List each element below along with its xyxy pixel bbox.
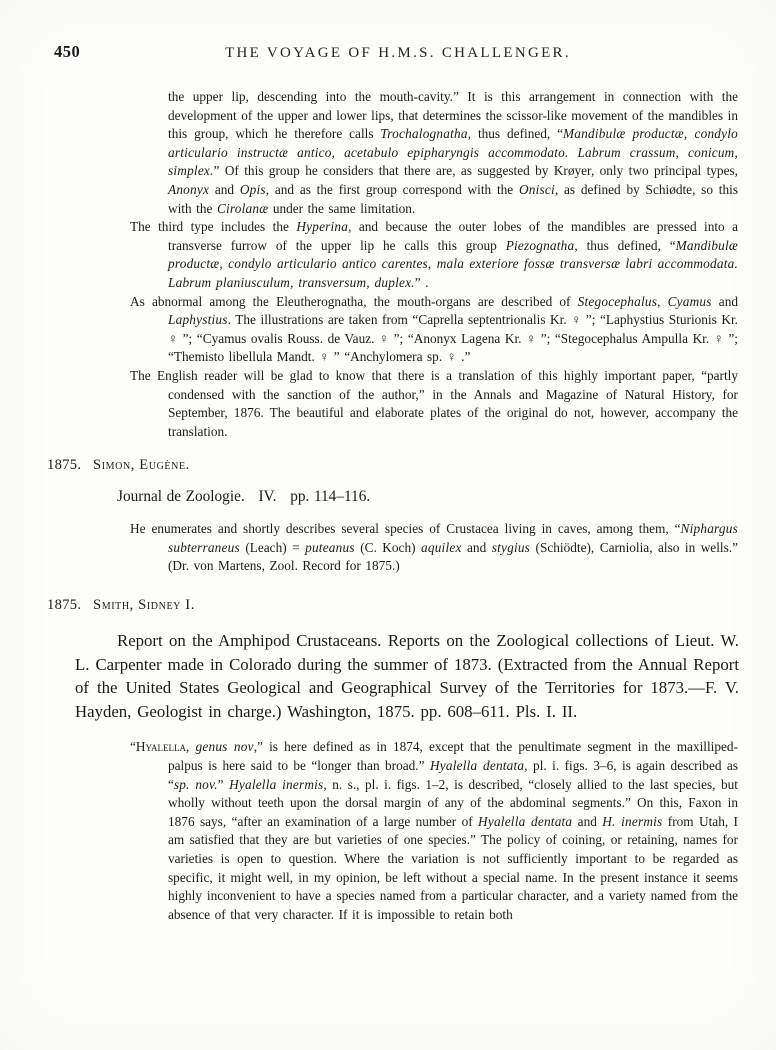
page-number: 450: [54, 42, 81, 61]
bibliography-entry-smith: [0, 597, 776, 924]
entry-author: Smith, Sidney I.: [93, 597, 195, 614]
entry-citation: Report on the Amphipod Crustaceans. Reports on the Zoological collections of Lieut. W. L. Carpenter made in Colorado during the summer of 1873. (Extracted from the Annual Report of the United States Geological and Geographical Survey of the Territories for 1873.—F. V. Hayden, Geologist in charge.) Washington, 1875. pp. 608–611. Pls. I. II.: [75, 631, 739, 721]
annotation-paragraph: the upper lip, descending into the mouth-cavity.” It is this arrangement in connection with the development of the upper and lower lips, that determines the scissor-like movement of the mandibles in this group, which he therefore calls Trochalognatha, thus defined, “Mandibulæ productæ, condylo articulario instructæ antico, acetabulo epipharyngis accommodato. Labrum crassum, conicum, simplex.” Of this group he considers that there are, as suggested by Krøyer, only two principal types, Anonyx and Opis, and as the first group correspond with the Onisci, as defined by Schiødte, so this with the Cirolanæ under the same limitation.: [168, 89, 738, 216]
entry-annotation: [130, 520, 738, 576]
running-header: [0, 0, 776, 64]
annotation-paragraph: The English reader will be glad to know that there is a translation of this highly important paper, “partly condensed with the sanction of the author,” in the Annals and Magazine of Natural History, for September, 1876. The beautiful and elaborate plates of the original do not, however, accompany the translation.: [130, 367, 738, 439]
bibliography-entry-simon: [0, 457, 776, 576]
entry-citation: Journal de Zoologie. IV. pp. 114–116.: [117, 488, 371, 506]
annotation-paragraph: He enumerates and shortly describes several species of Crustacea living in caves, among them, “Niphargus subterraneus (Leach) = puteanus (C. Koch) aquilex and stygius (Schiödte), Carniolia, also in wells.” (Dr. von Martens, Zool. Record for 1875.): [130, 521, 739, 574]
annotation-paragraph: “Hyalella, genus nov,” is here defined as in 1874, except that the penultimate segment in the maxilliped-palpus is here said to be “longer than broad.” Hyalella dentata, pl. i. figs. 3–6, is again described as “sp. nov.” Hyalella inermis, n. s., pl. i. figs. 1–2, is described, “closely allied to the last species, but wholly without teeth upon the dorsal margin of any of the abdominal segments.” On this, Faxon in 1876 says, “after an examination of a large number of Hyalella dentata and H. inermis from Utah, I am satisfied that they are but varieties of one species.” The policy of coining, or retaining, names for varieties is open to question. Where the variation is not sufficiently important to be regarded as specific, it might well, in my opinion, be left without a special name. In the present instance it seems highly inconvenient to have a species named from a particular character, and a variety named from the absence of that very character. If it is impossible to retain both: [130, 739, 738, 922]
page-body: [0, 88, 776, 924]
entry-author: Simon, Eugène.: [93, 457, 190, 474]
entry-annotation: [130, 738, 738, 924]
annotation-continuation: [130, 88, 738, 441]
entry-year: 1875.: [47, 457, 82, 474]
entry-heading: [47, 597, 776, 614]
entry-year: 1875.: [47, 597, 82, 614]
annotation-paragraph: The third type includes the Hyperina, and because the outer lobes of the mandibles are pressed into a transverse furrow of the upper lip he calls this group Piezognatha, thus defined, “Mandibulæ productæ, condylo articulario antico carentes, mala exteriore fossæ transversæ labri accommodata. Labrum planiusculum, transversum, duplex.” .: [130, 219, 739, 290]
annotation-paragraph: As abnormal among the Eleutherognatha, the mouth-organs are described of Stegocephalus, Cyamus and Laphystius. The illustrations are taken from “Caprella septentrionalis Kr. ♀ ”; “Laphystius Sturionis Kr. ♀ ”; “Cyamus ovalis Rouss. de Vauz. ♀ ”; “Anonyx Lagena Kr. ♀ ”; “Stegocephalus Ampulla Kr. ♀ ”; “Themisto libellula Mandt. ♀ ” “Anchylomera sp. ♀ .”: [130, 293, 738, 365]
entry-heading: [47, 457, 776, 474]
running-title: THE VOYAGE OF H.M.S. CHALLENGER.: [225, 45, 571, 61]
